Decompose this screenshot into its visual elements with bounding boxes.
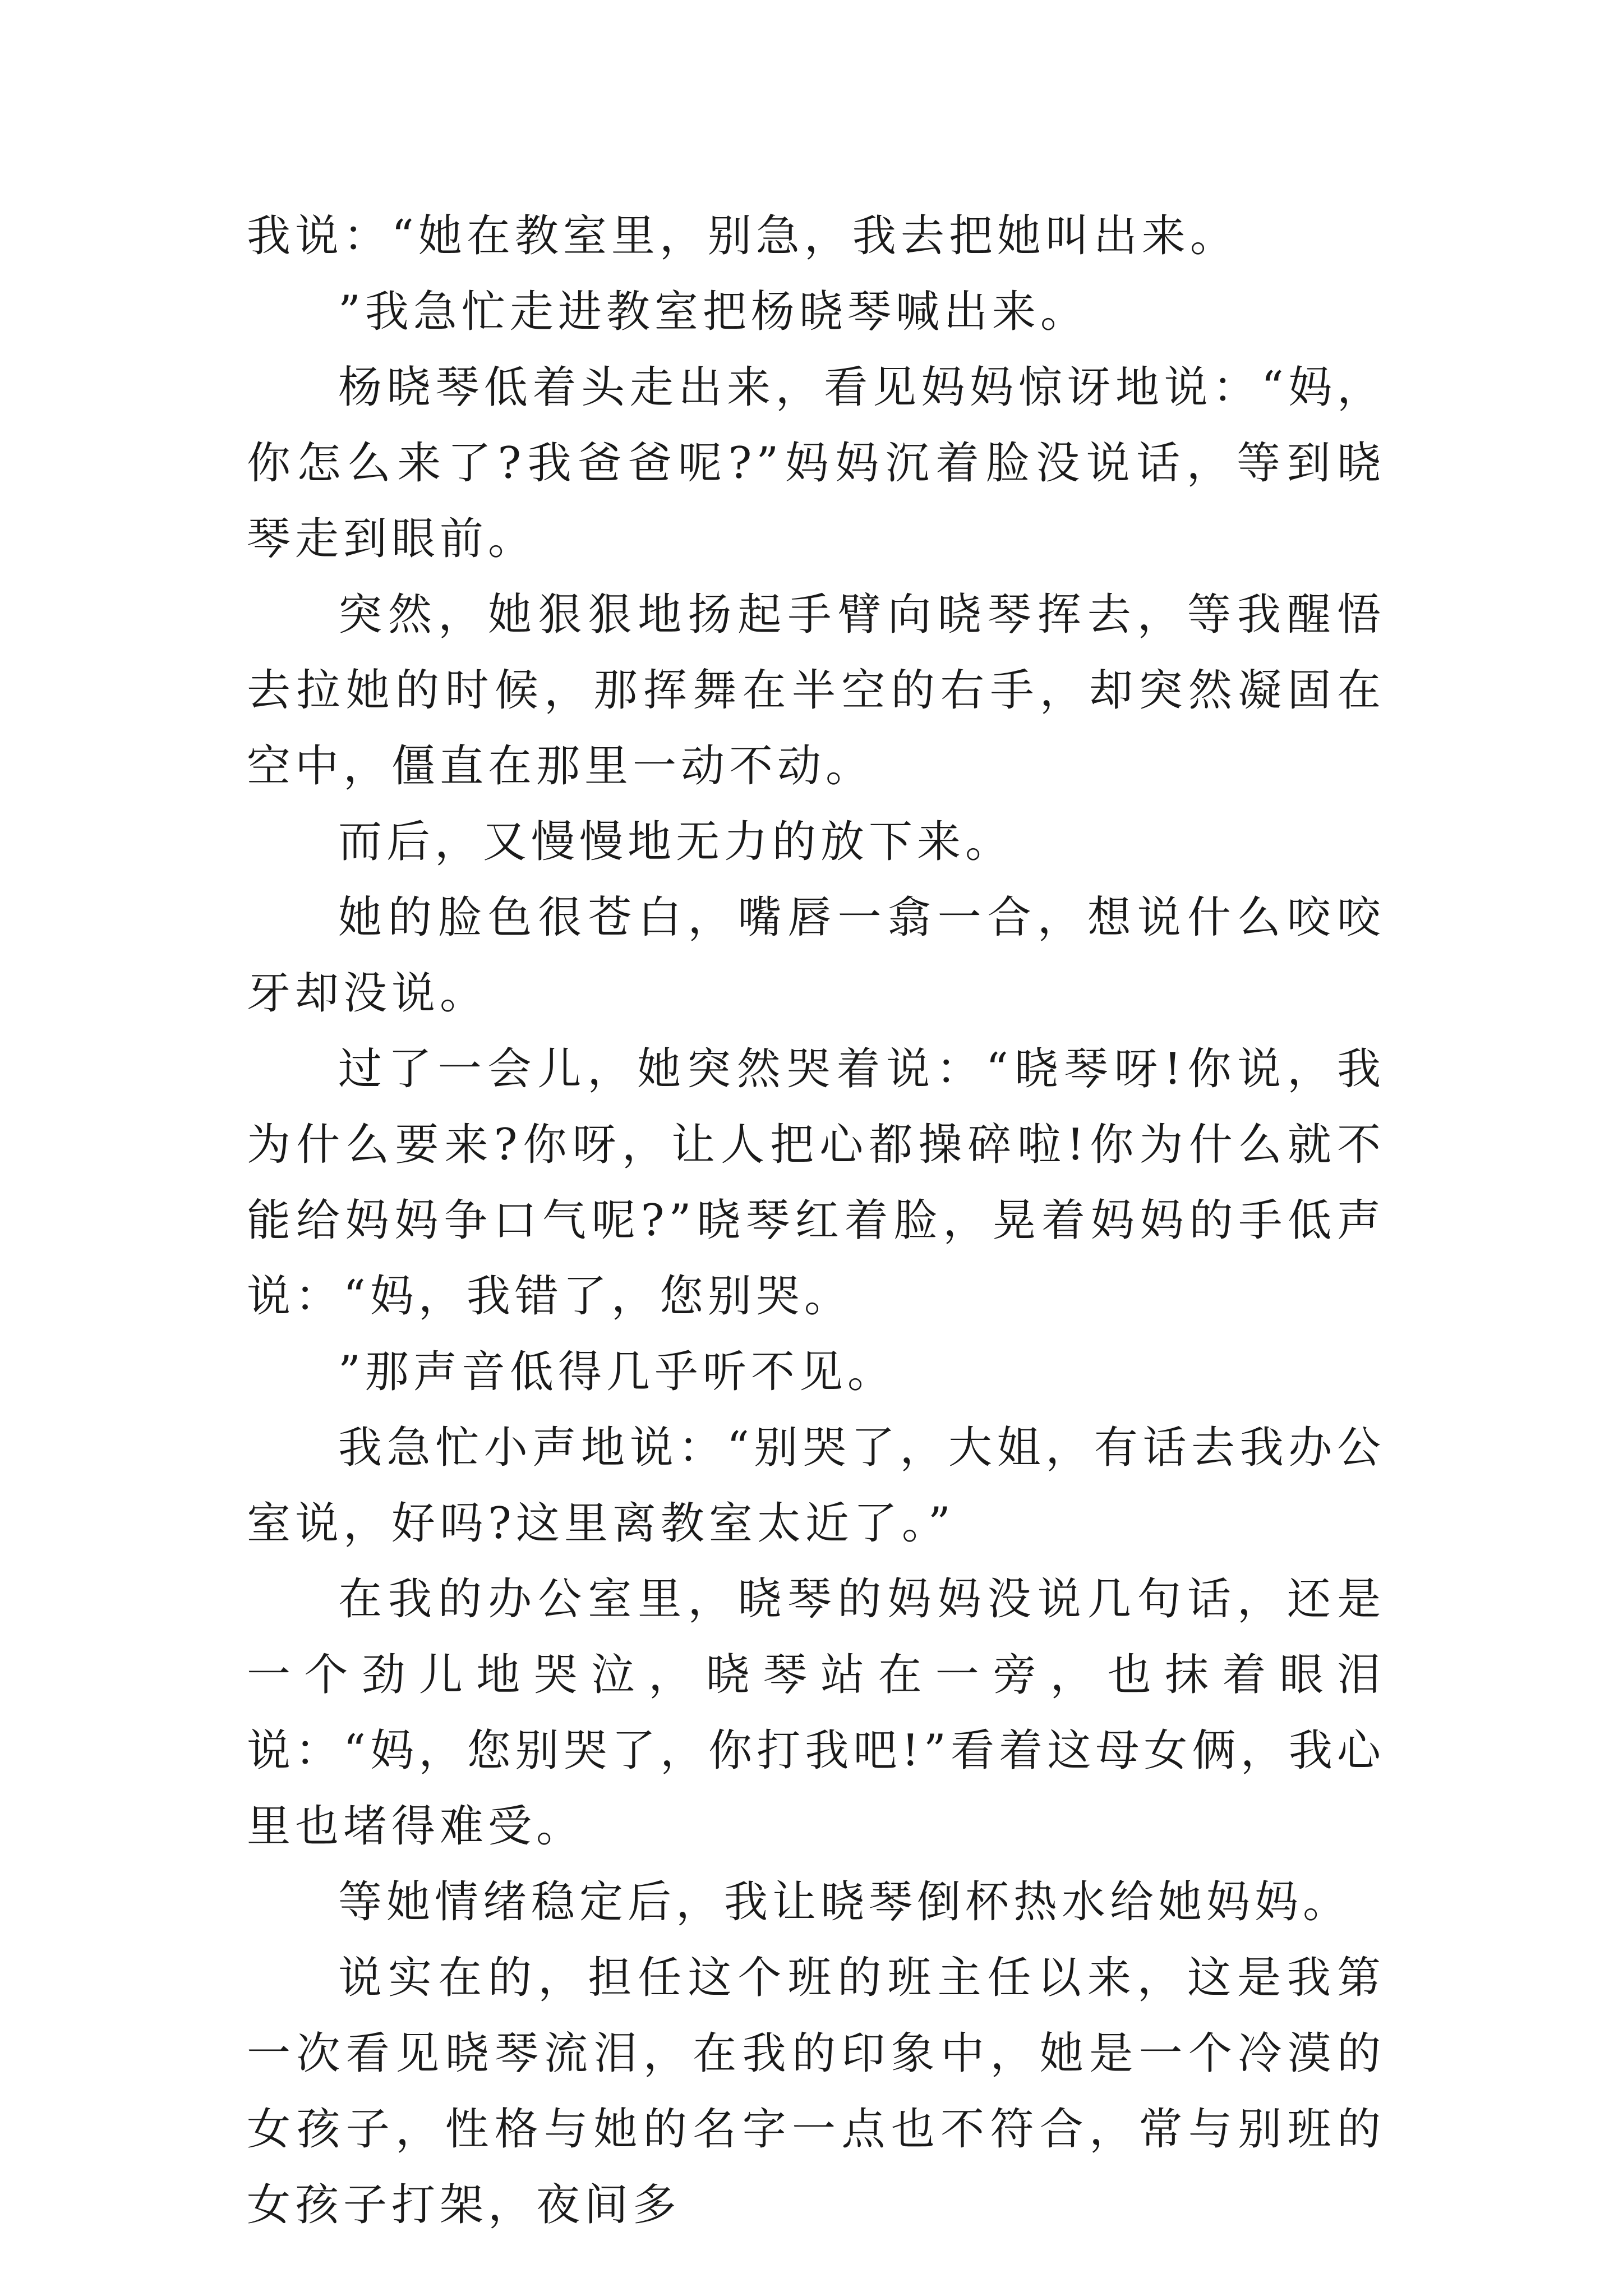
- paragraph: ”那声音低得几乎听不见。: [338, 1347, 896, 1397]
- paragraph: ”我急忙走进教室把杨晓琴喊出来。: [338, 287, 1089, 337]
- paragraph: 等她情绪稳定后，我让晓琴倒杯热水给她妈妈。: [338, 1877, 1352, 1927]
- paragraph: 在我的办公室里，晓琴的妈妈没说几句话，还是一个劲儿地哭泣，晓琴站在一旁，也抹着眼泪说：“妈，您别哭了，你打我吧!”看着这母女俩，我心里也堵得难受。: [247, 1574, 1385, 1852]
- paragraph: 而后，又慢慢地无力的放下来。: [338, 817, 1014, 867]
- paragraph: 她的脸色很苍白，嘴唇一翕一合，想说什么咬咬牙却没说。: [247, 892, 1385, 1019]
- paragraph: 突然，她狠狠地扬起手臂向晓琴挥去，等我醒悟去拉她的时候，那挥舞在半空的右手，却突然凝固在空中，僵直在那里一动不动。: [247, 590, 1385, 792]
- document-body: [247, 199, 1385, 2243]
- paragraph: 我急忙小声地说：“别哭了，大姐，有话去我办公室说，好吗?这里离教室太近了。”: [247, 1423, 1385, 1549]
- paragraph: 过了一会儿，她突然哭着说：“晓琴呀!你说，我为什么要来?你呀，让人把心都操碎啦!你为什么就不能给妈妈争口气呢?”晓琴红着脸，晃着妈妈的手低声说：“妈，我错了，您别哭。: [247, 1044, 1385, 1322]
- paragraph: 我说：“她在教室里，别急，我去把她叫出来。: [247, 211, 1238, 261]
- paragraph: 说实在的，担任这个班的班主任以来，这是我第一次看见晓琴流泪，在我的印象中，她是一个冷漠的女孩子，性格与她的名字一点也不符合，常与别班的女孩子打架，夜间多: [247, 1953, 1385, 2230]
- paragraph: 杨晓琴低着头走出来，看见妈妈惊讶地说：“妈，你怎么来了?我爸爸呢?”妈妈沉着脸没说话，等到晓琴走到眼前。: [247, 362, 1385, 564]
